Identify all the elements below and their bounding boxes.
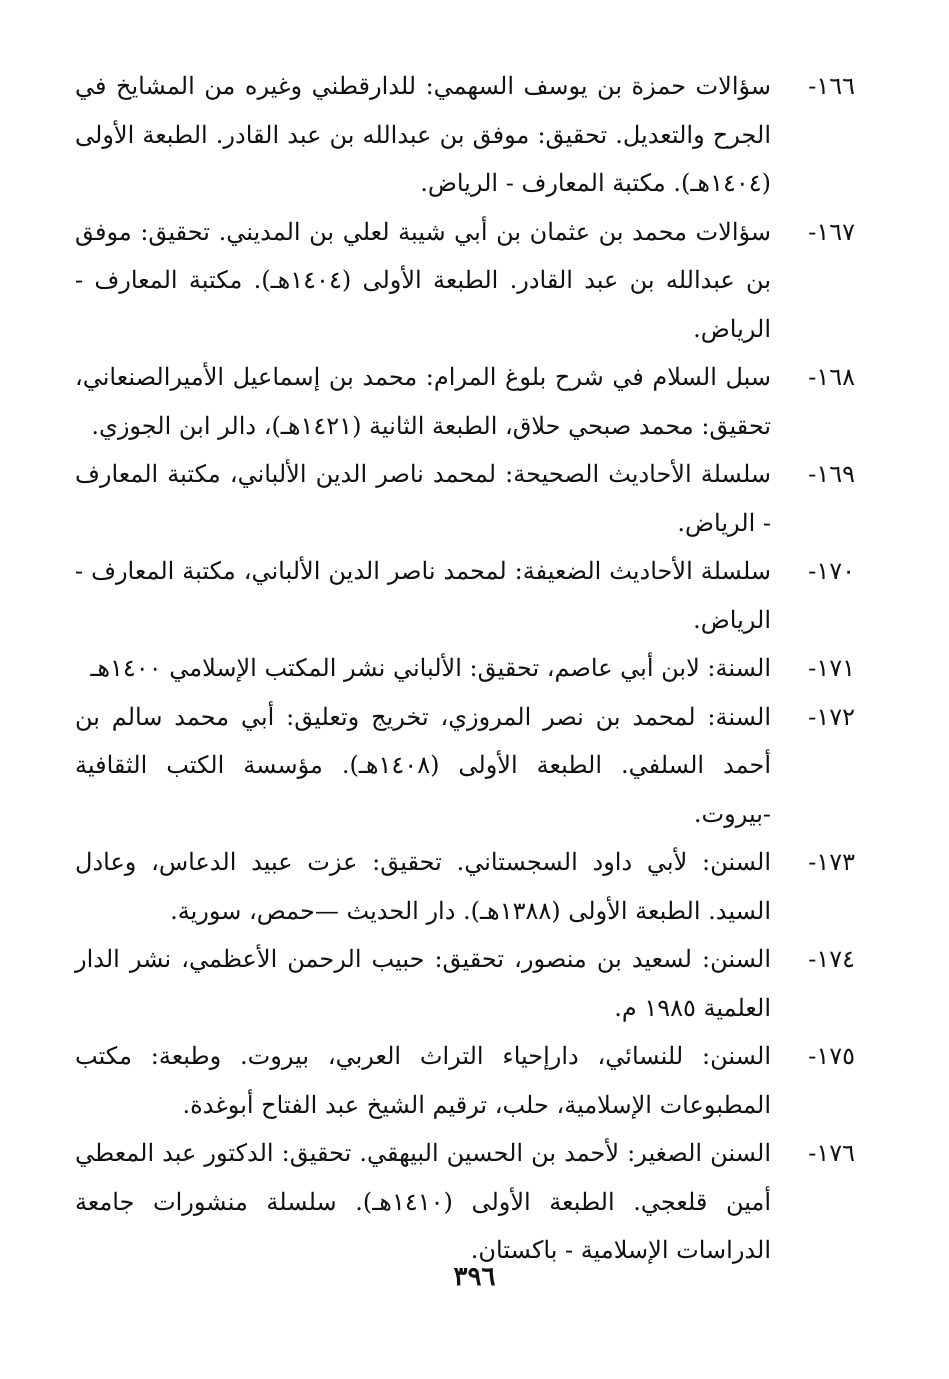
entry-number: ١٧٥-: [808, 1042, 855, 1070]
bibliography-entry: [75, 1032, 855, 1129]
entry-number: ١٦٨-: [808, 363, 855, 391]
entry-text: سؤالات محمد بن عثمان بن أبي شيبة لعلي بن المديني. تحقيق: موفق بن عبدالله بن عبد القادر. الطبعة الأولى (١٤٠٤هـ). مكتبة المعارف - الرياض.: [75, 217, 772, 343]
bibliography-entry: [75, 547, 855, 644]
entry-number: ١٦٦-: [808, 72, 855, 100]
entry-text: السنن الصغير: لأحمد بن الحسين البيهقي. تحقيق: الدكتور عبد المعطي أمين قلعجي. الطبعة الأولى (١٤١٠هـ). سلسلة منشورات جامعة الدراسات الإسلامية - باكستان.: [75, 1139, 771, 1264]
bibliography-entry: [75, 1129, 855, 1275]
bibliography-list: [75, 62, 855, 1275]
entry-number: ١٦٩-: [808, 460, 855, 488]
bibliography-entry: [75, 208, 855, 354]
bibliography-entry: [75, 450, 855, 547]
entry-number: ١٧٢-: [808, 702, 855, 731]
bibliography-entry: [75, 935, 855, 1032]
entry-text: السنن: لأبي داود السجستاني. تحقيق: عزت عبيد الدعاس، وعادل السيد. الطبعة الأولى (١٣٨٨هـ). دار الحديث —حمص، سورية.: [75, 848, 771, 925]
entry-text: السنة: لابن أبي عاصم، تحقيق: الألباني نشر المكتب الإسلامي ١٤٠٠هـ: [90, 654, 771, 682]
entry-text: سلسلة الأحاديث الصحيحة: لمحمد ناصر الدين الألباني، مكتبة المعارف - الرياض.: [75, 460, 771, 537]
entry-number: ١٧١-: [808, 654, 855, 682]
bibliography-entry: [75, 62, 855, 208]
bibliography-entry: [75, 644, 855, 693]
entry-number: ١٧٤-: [808, 945, 855, 973]
entry-number: ١٧٦-: [808, 1139, 855, 1167]
entry-number: ١٦٧-: [808, 217, 855, 246]
bibliography-entry: [75, 353, 855, 450]
entry-text: السنن: للنسائي، دارإحياء التراث العربي، بيروت. وطبعة: مكتب المطبوعات الإسلامية، حلب، ترقيم الشيخ عبد الفتاح أبوغدة.: [75, 1042, 771, 1119]
entry-number: ١٧٠-: [808, 557, 855, 585]
entry-text: سؤالات حمزة بن يوسف السهمي: للدارقطني وغيره من المشايخ في الجرح والتعديل. تحقيق: موفق بن عبدالله بن عبد القادر. الطبعة الأولى (١٤٠٤هـ). مكتبة المعارف - الرياض.: [75, 72, 771, 197]
page-number: ٣٩٦: [453, 1262, 496, 1292]
entry-text: السنة: لمحمد بن نصر المروزي، تخريج وتعليق: أبي محمد سالم بن أحمد السلفي. الطبعة الأولى (١٤٠٨هـ). مؤسسة الكتب الثقافية -بيروت.: [75, 702, 771, 828]
entry-text: سبل السلام في شرح بلوغ المرام: محمد بن إسماعيل الأميرالصنعاني، تحقيق: محمد صبحي حلاق، الطبعة الثانية (١٤٢١هـ)، دالر ابن الجوزي.: [75, 363, 771, 440]
bibliography-entry: [75, 693, 855, 839]
entry-text: سلسلة الأحاديث الضعيفة: لمحمد ناصر الدين الألباني، مكتبة المعارف - الرياض.: [75, 557, 771, 634]
entry-text: السنن: لسعيد بن منصور، تحقيق: حبيب الرحمن الأعظمي، نشر الدار العلمية ١٩٨٥ م.: [75, 945, 771, 1022]
entry-number: ١٧٣-: [808, 848, 855, 876]
bibliography-entry: [75, 838, 855, 935]
